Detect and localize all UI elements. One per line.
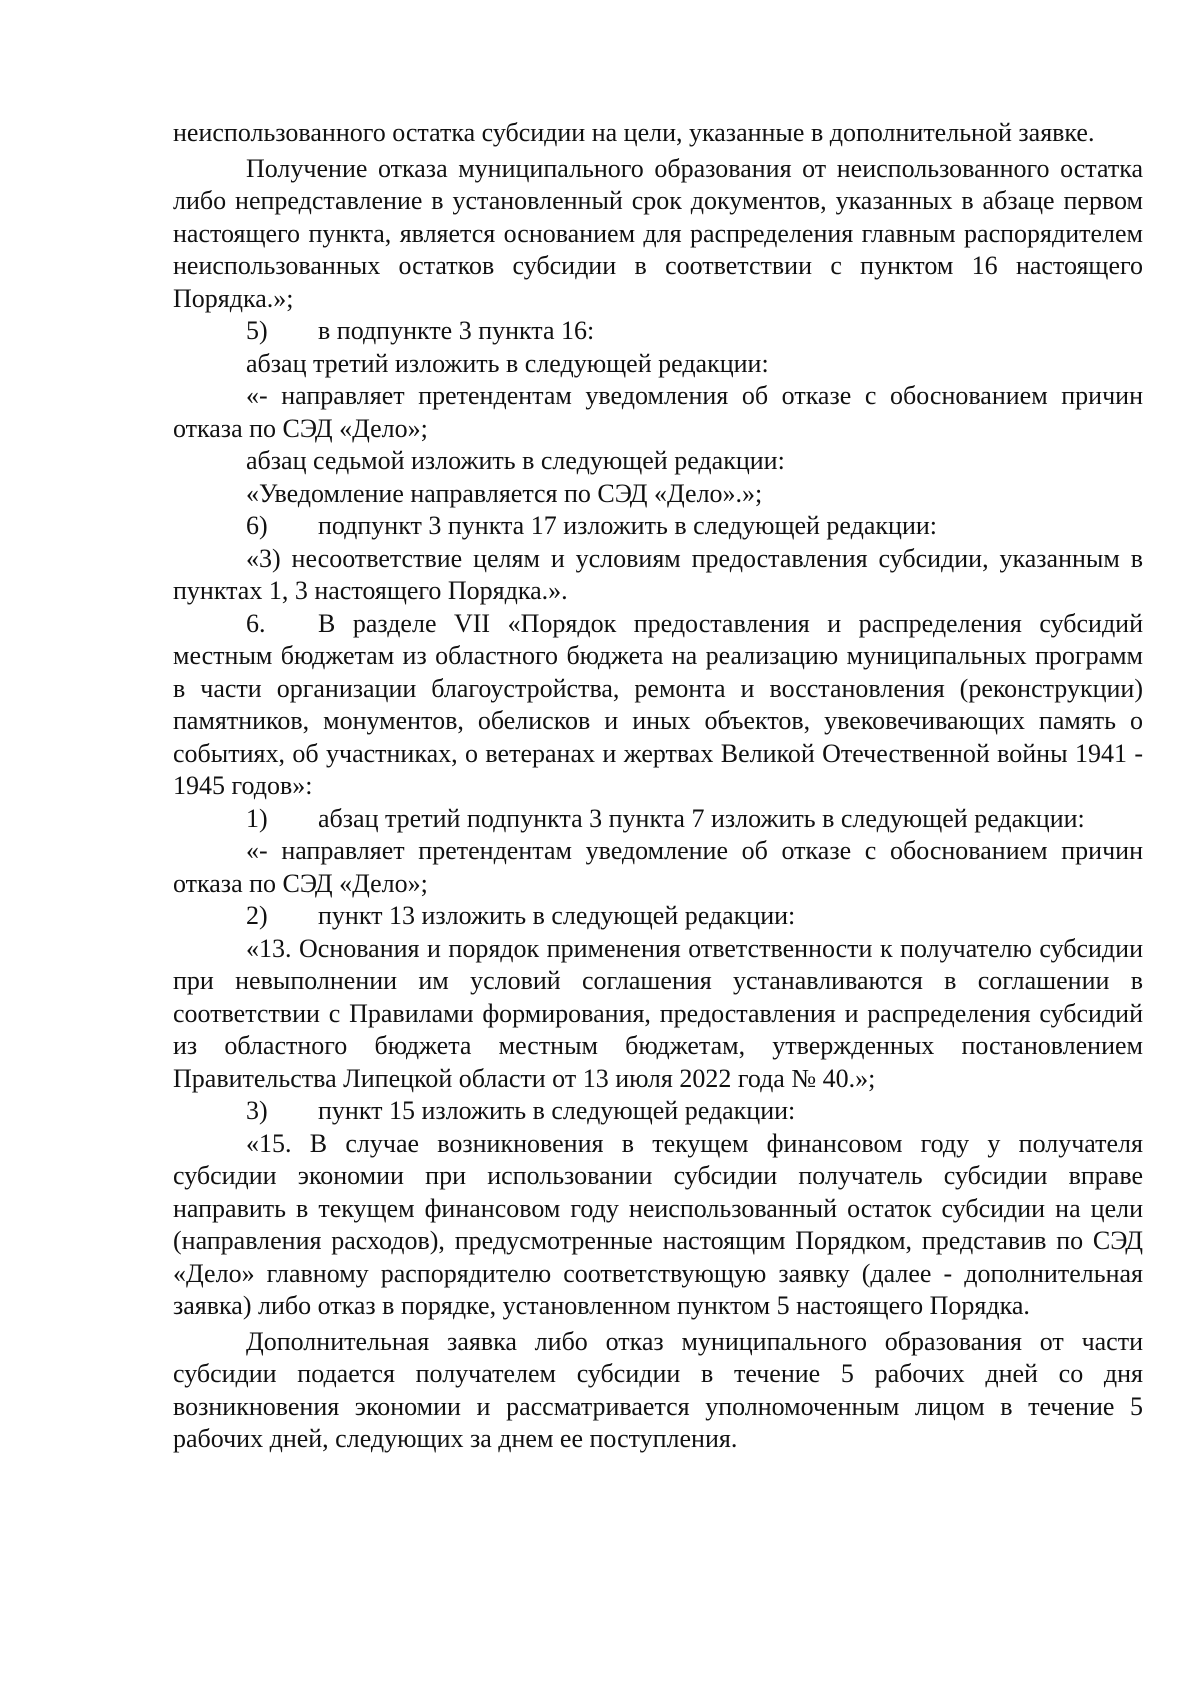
paragraph-5 bbox=[173, 380, 1143, 445]
paragraph-text: «- направляет претендентам уведомление об отказе с обоснованием причин отказа по СЭД «Дело»; bbox=[173, 836, 1143, 898]
paragraph-8 bbox=[173, 510, 1143, 543]
paragraph-6 bbox=[173, 445, 1143, 478]
paragraph-12 bbox=[173, 835, 1143, 900]
paragraph-text: абзац третий подпункта 3 пункта 7 изложить в следующей редакции: bbox=[318, 803, 1085, 833]
paragraph-text: абзац седьмой изложить в следующей редакции: bbox=[246, 446, 785, 475]
paragraph-text: в подпункте 3 пункта 16: bbox=[318, 316, 595, 345]
paragraph-2 bbox=[173, 153, 1143, 316]
list-number: 6) bbox=[246, 511, 268, 540]
list-number: 6. bbox=[246, 608, 266, 638]
paragraph-1 bbox=[173, 117, 1143, 150]
paragraph-text: «3) несоответствие целям и условиям предоставления субсидии, указанным в пунктах 1, 3 настоящего Порядка.». bbox=[173, 543, 1143, 605]
paragraph-3 bbox=[173, 315, 1143, 348]
paragraph-13 bbox=[173, 900, 1143, 933]
paragraph-text: пункт 13 изложить в следующей редакции: bbox=[318, 901, 796, 930]
paragraph-text: «13. Основания и порядок применения ответственности к получателю субсидии при невыполнении им условий соглашения устанавливаются в соглашении в соответствии с Правилами формирования, предоставления и распределения субсидий из областного бюджета местным бюджетам, утвержденных постановлением Правительства Липецкой области от 13 июля 2022 года № 40.»; bbox=[173, 933, 1143, 1093]
list-number: 2) bbox=[246, 901, 268, 930]
paragraph-text: Дополнительная заявка либо отказ муниципального образования от части субсидии подается получателем субсидии в течение 5 рабочих дней со дня возникновения экономии и рассматривается уполномоченным лицом в течение 5 рабочих дней, следующих за днем ее поступления. bbox=[173, 1326, 1143, 1453]
list-number: 5) bbox=[246, 316, 268, 345]
paragraph-text: подпункт 3 пункта 17 изложить в следующей редакции: bbox=[318, 511, 937, 540]
paragraph-text: неиспользованного остатка субсидии на цели, указанные в дополнительной заявке. bbox=[173, 118, 1095, 147]
paragraph-9 bbox=[173, 543, 1143, 608]
list-number: 1) bbox=[246, 803, 268, 833]
paragraph-text: «Уведомление направляется по СЭД «Дело».»; bbox=[246, 478, 763, 508]
paragraph-14 bbox=[173, 933, 1143, 1096]
paragraph-11 bbox=[173, 803, 1143, 836]
paragraph-text: В разделе VII «Порядок предоставления и распределения субсидий местным бюджетам из областного бюджета на реализацию муниципальных программ в части организации благоустройства, ремонта и восстановления (реконструкции) памятников, монументов, обелисков и иных объектов, увековечивающих память о событиях, об участниках, о ветеранах и жертвах Великой Отечественной войны 1941 - 1945 годов»: bbox=[173, 608, 1143, 800]
paragraph-text: «15. В случае возникновения в текущем финансовом году у получателя субсидии экономии при использовании субсидии получатель субсидии вправе направить в текущем финансовом году неиспользованный остаток субсидии на цели (направления расходов), предусмотренные настоящим Порядком, представив по СЭД «Дело» главному распорядителю соответствующую заявку (далее - дополнительная заявка) либо отказ в порядке, установленном пунктом 5 настоящего Порядка. bbox=[173, 1128, 1143, 1320]
document-body bbox=[173, 117, 1143, 1456]
paragraph-15 bbox=[173, 1095, 1143, 1128]
paragraph-16 bbox=[173, 1128, 1143, 1323]
paragraph-10 bbox=[173, 608, 1143, 803]
paragraph-17 bbox=[173, 1326, 1143, 1456]
paragraph-text: абзац третий изложить в следующей редакции: bbox=[246, 348, 769, 378]
paragraph-text: пункт 15 изложить в следующей редакции: bbox=[318, 1096, 796, 1125]
paragraph-text: «- направляет претендентам уведомления об отказе с обоснованием причин отказа по СЭД «Дело»; bbox=[173, 381, 1143, 443]
paragraph-7 bbox=[173, 478, 1143, 511]
paragraph-4 bbox=[173, 348, 1143, 381]
list-number: 3) bbox=[246, 1096, 268, 1125]
paragraph-text: Получение отказа муниципального образования от неиспользованного остатка либо непредставление в установленный срок документов, указанных в абзаце первом настоящего пункта, является основанием для распределения главным распорядителем неиспользованных остатков субсидии в соответствии с пунктом 16 настоящего Порядка.»; bbox=[173, 153, 1143, 313]
